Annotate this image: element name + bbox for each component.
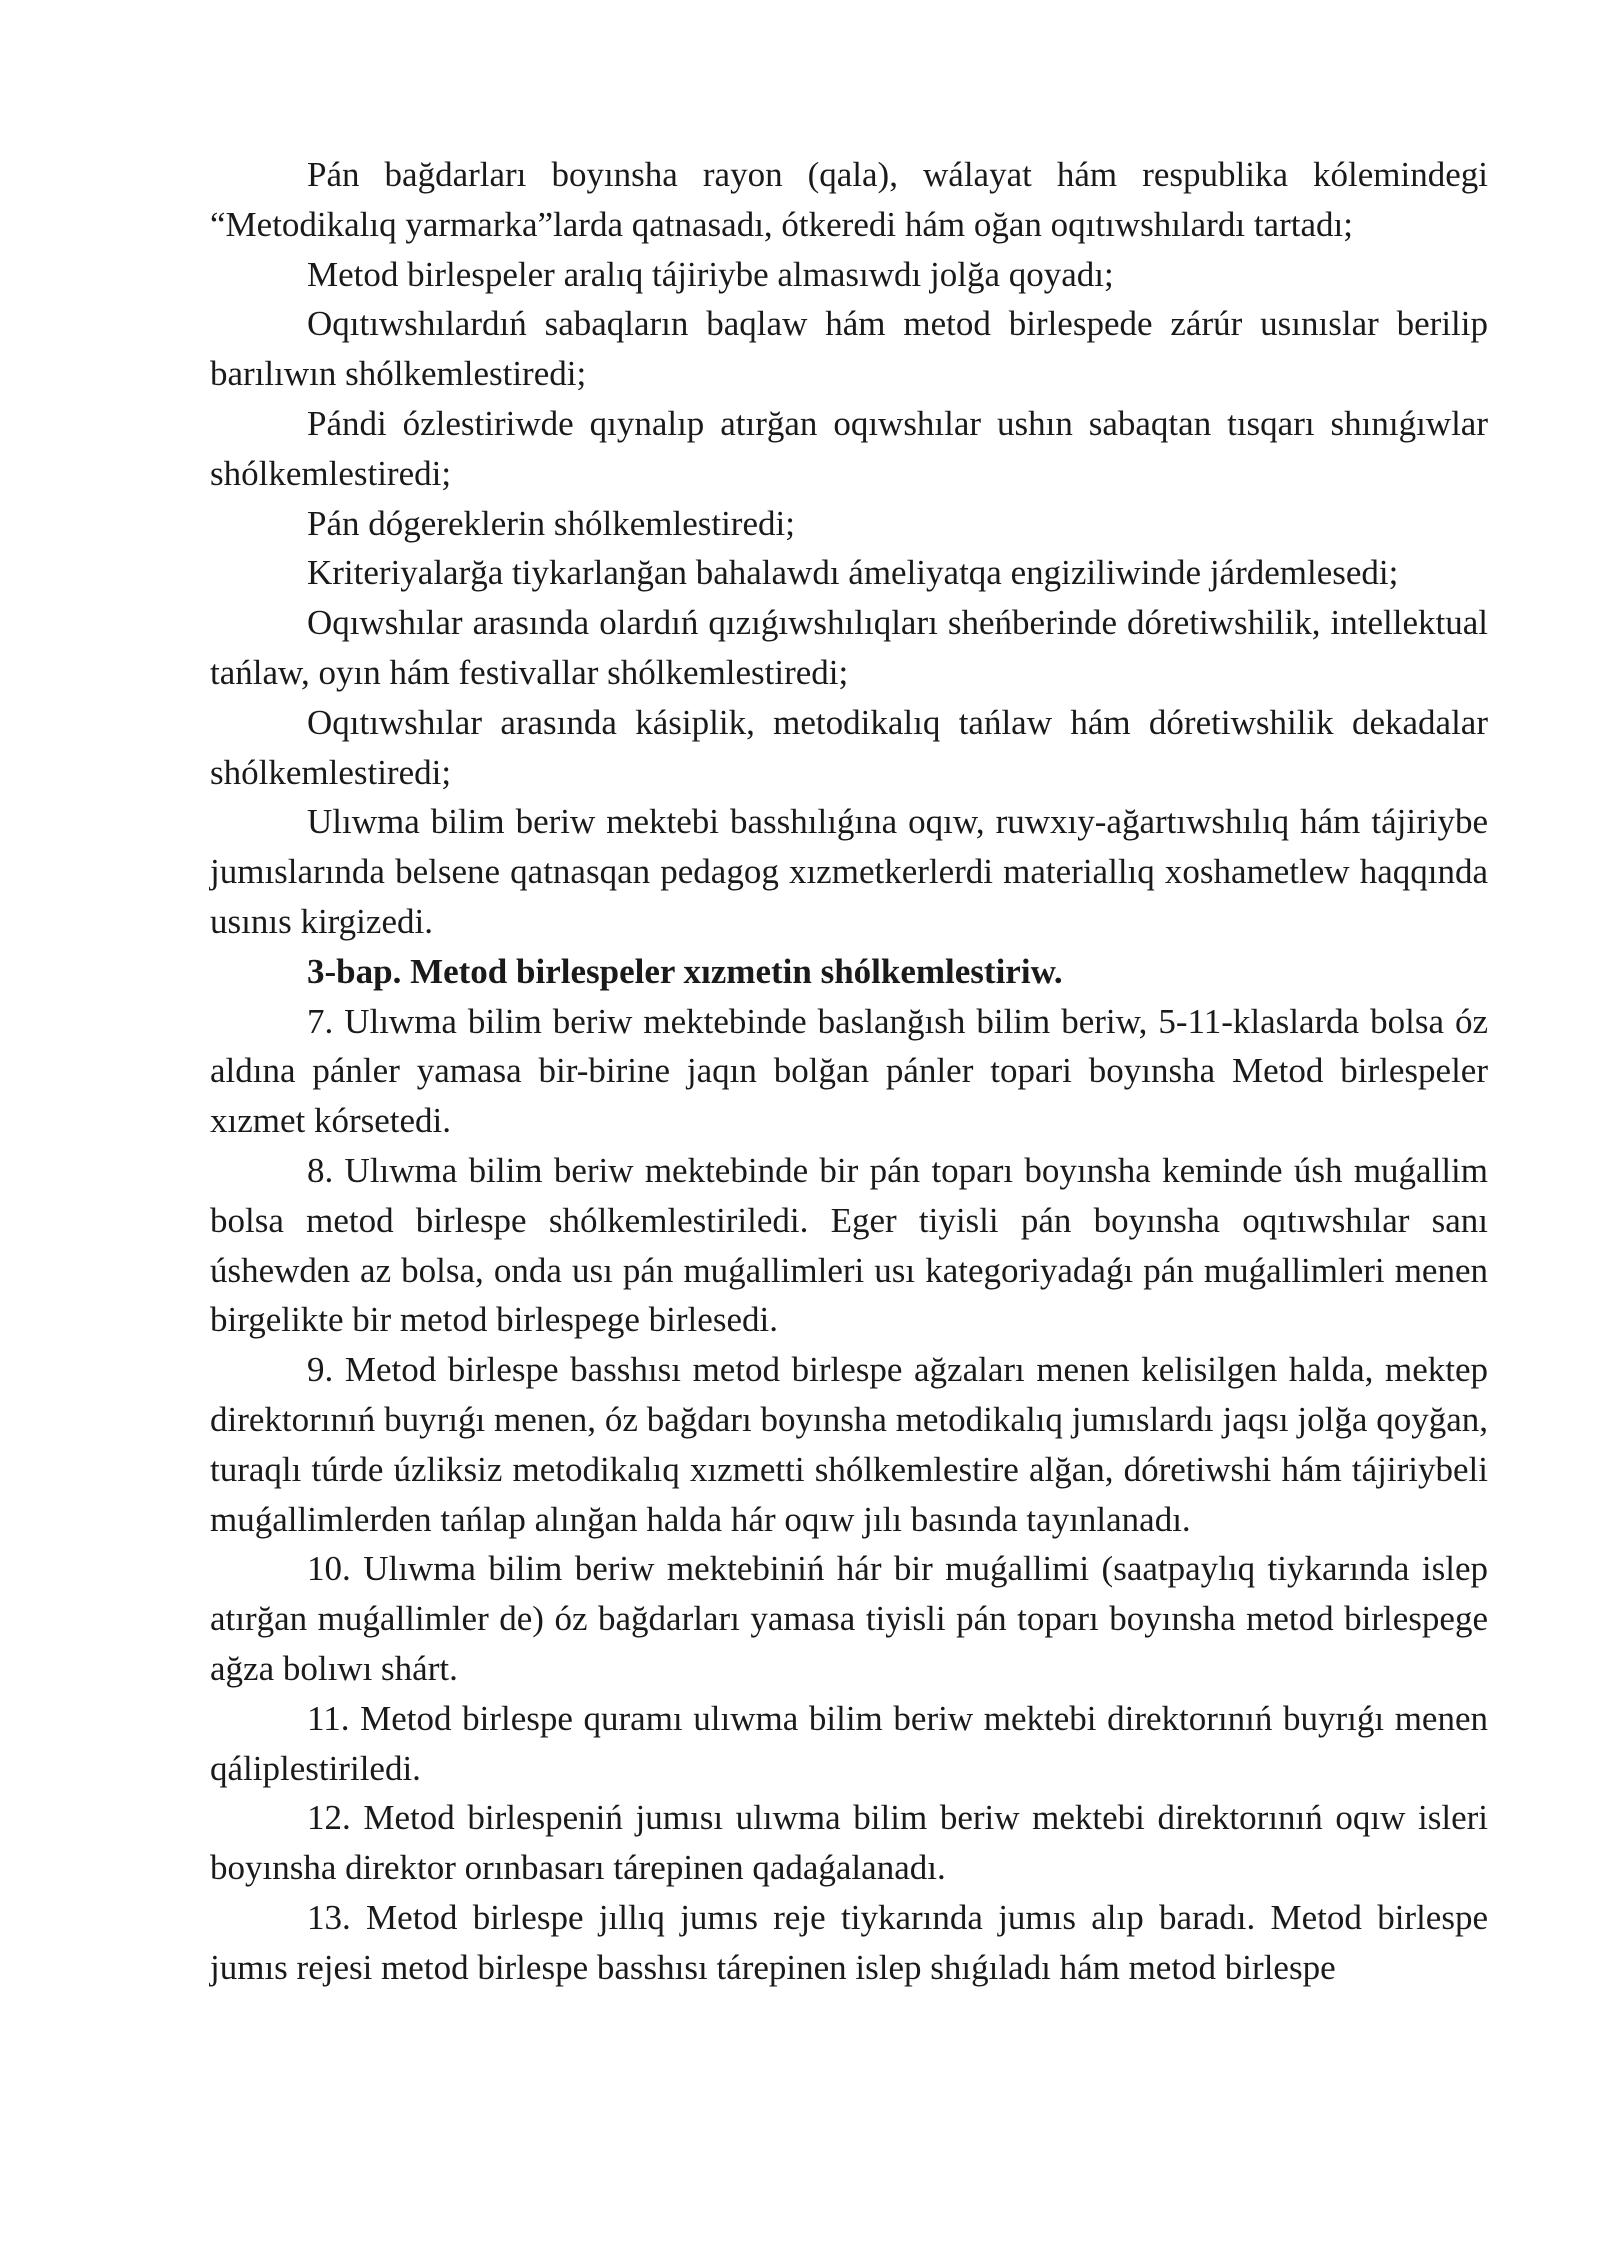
document-page bbox=[210, 150, 1488, 1992]
paragraph-teacher-contests: Oqıtıwshılar arasında kásiplik, metodikalıq tańlaw hám dóretiwshilik dekadalar shólkemlestiredi; bbox=[210, 702, 1488, 792]
clause-7: 7. Ulıwma bilim beriw mektebinde baslanğısh bilim beriw, 5-11-klaslarda bolsa óz aldına pánler yamasa bir-birine jaqın bolğan pánler topari boyınsha Metod birlespeler xızmet kórsetedi. bbox=[210, 1001, 1488, 1141]
paragraph-criteria-assessment: Kriteriyalarğa tiykarlanğan bahalawdı ámeliyatqa engiziliwinde járdemlesedi; bbox=[307, 553, 1399, 593]
paragraph-student-contests: Oqıwshılar arasında olardıń qızıǵıwshılıqları sheńberinde dóretiwshilik, intellektual tańlaw, oyın hám festivallar shólkemlestiredi; bbox=[210, 603, 1488, 692]
paragraph-experience-exchange: Metod birlespeler aralıq tájiriybe almasıwdı jolğa qoyadı; bbox=[307, 254, 1114, 294]
paragraph-subject-clubs: Pán dógereklerin shólkemlestiredi; bbox=[307, 503, 795, 543]
paragraph-lesson-observation: Oqıtıwshılardıń sabaqların baqlaw hám metod birlespede zárúr usınıslar berilip barılıwın shólkemlestiredi; bbox=[210, 304, 1488, 394]
section-heading: 3-bap. Metod birlespeler xızmetin shólkemlestiriw. bbox=[307, 951, 1063, 991]
clause-11: 11. Metod birlespe quramı ulıwma bilim beriw mektebi direktorınıń buyrıǵı menen qáliplestiriledi. bbox=[210, 1698, 1488, 1788]
paragraph-incentives: Ulıwma bilim beriw mektebi basshılıǵına oqıw, ruwxıy-ağartıwshılıq hám tájiriybe jumıslarında belsene qatnasqan pedagog xızmetkerlerdi materiallıq xoshametlew haqqında usınıs kirgizedi. bbox=[210, 802, 1488, 941]
clause-10: 10. Ulıwma bilim beriw mektebiniń hár bir muǵallimi (saatpaylıq tiykarında islep atırğan muǵallimler de) óz bağdarları yamasa tiyisli pán toparı boyınsha metod birlespege ağza bolıwı shárt. bbox=[210, 1549, 1488, 1688]
clause-9: 9. Metod birlespe basshısı metod birlespe ağzaları menen kelisilgen halda, mektep direktorınıń buyrıǵı menen, óz bağdarı boyınsha metodikalıq jumıslardı jaqsı jolğa qoyğan, turaqlı túrde úzliksiz metodikalıq xızmetti shólkemlestire alğan, dóretiwshi hám tájiriybeli muǵallimlerden tańlap alınğan halda hár oqıw jılı basında tayınlanadı. bbox=[210, 1350, 1488, 1539]
clause-12: 12. Metod birlespeniń jumısı ulıwma bilim beriw mektebi direktorınıń oqıw isleri boyınsha direktor orınbasarı tárepinen qadaǵalanadı. bbox=[210, 1798, 1488, 1888]
clause-13: 13. Metod birlespe jıllıq jumıs reje tiykarında jumıs alıp baradı. Metod birlespe jumıs rejesi metod birlespe basshısı tárepinen islep shıǵıladı hám metod birlespe bbox=[210, 1897, 1488, 1987]
paragraph-extra-lessons: Pándi ózlestiriwde qıynalıp atırğan oqıwshılar ushın sabaqtan tısqarı shınıǵıwlar shólkemlestiredi; bbox=[210, 403, 1488, 493]
paragraph-methodical-fair: Pán bağdarları boyınsha rayon (qala), wálayat hám respublika kólemindegi “Metodikalıq yarmarka”larda qatnasadı, ótkeredi hám oğan oqıtıwshılardı tartadı; bbox=[210, 155, 1488, 244]
clause-8: 8. Ulıwma bilim beriw mektebinde bir pán toparı boyınsha keminde úsh muǵallim bolsa metod birlespe shólkemlestiriledi. Eger tiyisli pán boyınsha oqıtıwshılar sanı úshewden az bolsa, onda usı pán muǵallimleri usı kategoriyadaǵı pán muǵallimleri menen birgelikte bir metod birlespege birlesedi. bbox=[210, 1150, 1488, 1340]
